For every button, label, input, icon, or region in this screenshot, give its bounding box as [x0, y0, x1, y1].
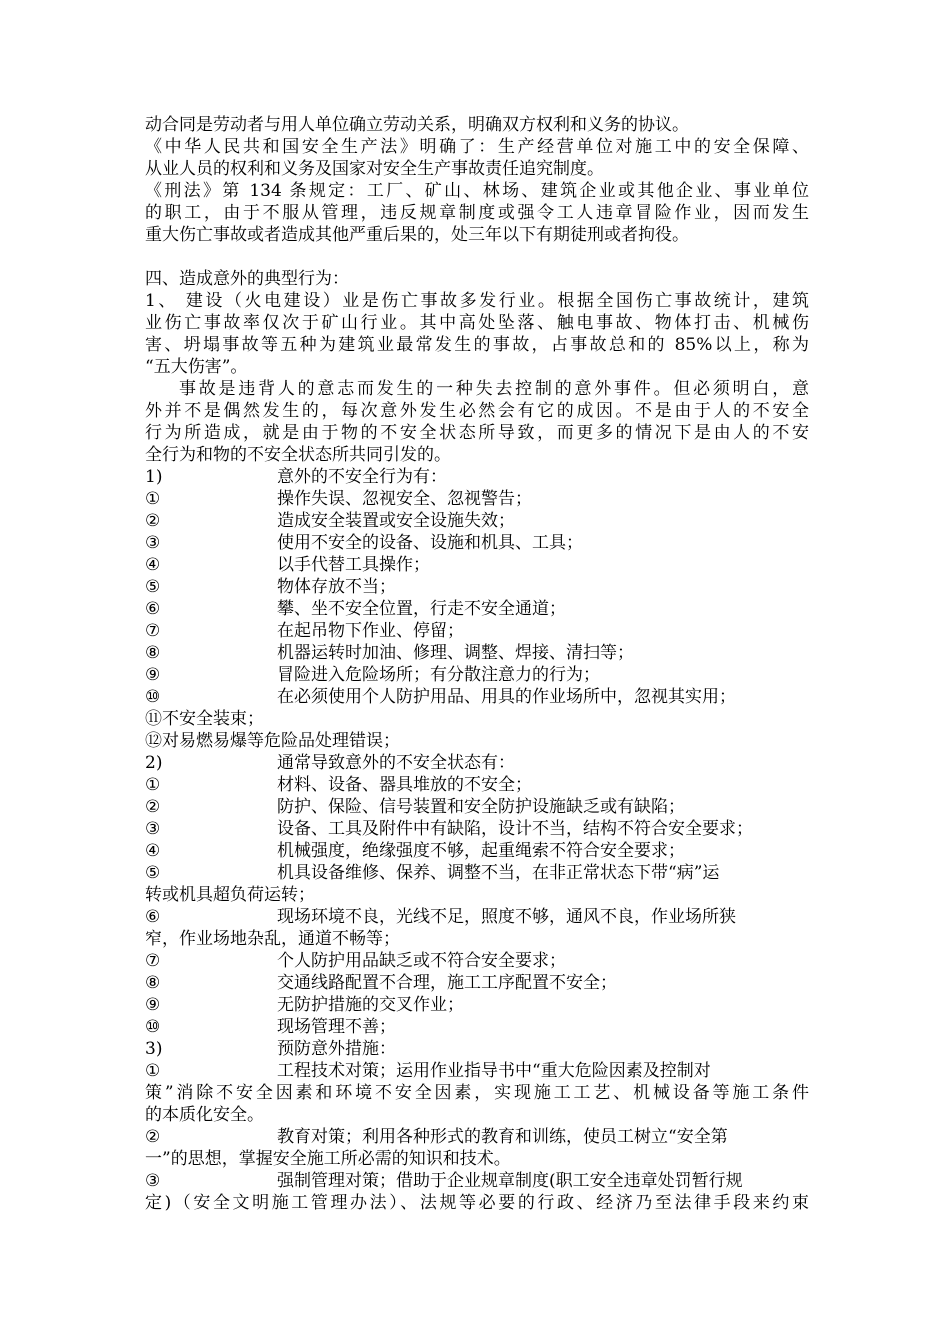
text-line: 害、坍塌事故等五种为建筑业最常发生的事故，占事故总和的 85%以上，称为 — [145, 335, 809, 355]
list-item-text: 在起吊物下作业、停留； — [277, 621, 464, 641]
text-line: 1、 建设（火电建设）业是伤亡事故多发行业。根据全国伤亡事故统计，建筑 — [145, 291, 809, 311]
list-item — [145, 620, 809, 642]
list-heading — [145, 466, 809, 488]
text-line: 业伤亡事故率仅次于矿山行业。其中高处坠落、触电事故、物体打击、机械伤 — [145, 313, 809, 333]
list-item-text: 工程技术对策；运用作业指导书中“重大危险因素及控制对 — [277, 1061, 711, 1081]
text-line: 全行为和物的不安全状态所共同引发的。 — [145, 445, 451, 465]
list-item — [145, 554, 809, 576]
list-item-text: 机械强度，绝缘强度不够，起重绳索不符合安全要求； — [277, 841, 685, 861]
list-item — [145, 972, 809, 994]
list-marker: ⑦ — [145, 951, 161, 971]
list-item — [145, 906, 809, 928]
list-marker: 2) — [145, 753, 163, 773]
list-item — [145, 994, 809, 1016]
list-item — [145, 642, 809, 664]
text-line: 行为所造成，就是由于物的不安全状态所导致，而更多的情况下是由人的不安 — [145, 423, 809, 443]
list-heading-text: 预防意外措施： — [277, 1039, 396, 1059]
section-heading: 四、造成意外的典型行为： — [145, 269, 349, 289]
list-marker: ⑨ — [145, 665, 161, 685]
list-marker: ⑤ — [145, 577, 161, 597]
text-line: 从业人员的权利和义务及国家对安全生产事故责任追究制度。 — [145, 159, 604, 179]
list-item-text: 造成安全装置或安全设施失效； — [277, 511, 515, 531]
list-item-text: 机具设备维修、保养、调整不当，在非正常状态下带“病”运 — [277, 863, 720, 883]
list-item-text: 强制管理对策；借助于企业规章制度(职工安全违章处罚暂行规 — [277, 1171, 743, 1191]
list-item — [145, 510, 809, 532]
list-item — [145, 598, 809, 620]
list-marker: ⑥ — [145, 599, 161, 619]
list-item-text: 以手代替工具操作； — [277, 555, 430, 575]
list-item-text: 使用不安全的设备、设施和机具、工具； — [277, 533, 583, 553]
list-marker: ⑩ — [145, 687, 161, 707]
list-marker: ⑤ — [145, 863, 161, 883]
list-heading-text: 意外的不安全行为有： — [277, 467, 447, 487]
list-heading — [145, 752, 809, 774]
list-item-continuation: 的本质化安全。 — [145, 1105, 264, 1125]
list-marker: 3) — [145, 1039, 163, 1059]
list-item: ⑪不安全装束； — [145, 709, 264, 729]
list-item-text: 物体存放不当； — [277, 577, 396, 597]
list-marker: ⑨ — [145, 995, 161, 1015]
text-line: 外并不是偶然发生的，每次意外发生必然会有它的成因。不是由于人的不安全 — [145, 401, 809, 421]
text-line: “五大伤害”。 — [145, 357, 248, 377]
list-heading — [145, 1038, 809, 1060]
list-marker: ⑦ — [145, 621, 161, 641]
list-item-text: 教育对策；利用各种形式的教育和训练，使员工树立“安全第 — [277, 1127, 728, 1147]
list-item-continuation: 策”消除不安全因素和环境不安全因素，实现施工工艺、机械设备等施工条件 — [145, 1083, 809, 1103]
list-item — [145, 1126, 809, 1148]
list-item — [145, 796, 809, 818]
list-item — [145, 1060, 809, 1082]
list-heading-text: 通常导致意外的不安全状态有： — [277, 753, 515, 773]
list-item-text: 在必须使用个人防护用品、用具的作业场所中，忽视其实用； — [277, 687, 736, 707]
list-item-continuation: 一”的思想，掌握安全施工所必需的知识和技术。 — [145, 1149, 511, 1169]
list-marker: ⑧ — [145, 643, 161, 663]
list-item — [145, 664, 809, 686]
list-item — [145, 532, 809, 554]
list-marker: ② — [145, 797, 161, 817]
list-marker: ① — [145, 489, 161, 509]
list-item — [145, 1016, 809, 1038]
list-item-continuation: 窄，作业场地杂乱，通道不畅等； — [145, 929, 400, 949]
list-item-text: 防护、保险、信号装置和安全防护设施缺乏或有缺陷； — [277, 797, 685, 817]
document-page — [145, 114, 809, 1214]
list-item-text: 冒险进入危险场所；有分散注意力的行为； — [277, 665, 600, 685]
text-line: 《中华人民共和国安全生产法》明确了：生产经营单位对施工中的安全保障、 — [145, 137, 809, 157]
list-marker: ② — [145, 1127, 161, 1147]
list-item-text: 材料、设备、器具堆放的不安全； — [277, 775, 532, 795]
list-item-text: 机器运转时加油、修理、调整、焊接、清扫等； — [277, 643, 634, 663]
list-item-text: 现场环境不良，光线不足，照度不够，通风不良，作业场所狭 — [277, 907, 736, 927]
list-item-text: 攀、坐不安全位置，行走不安全通道； — [277, 599, 566, 619]
list-item-text: 设备、工具及附件中有缺陷，设计不当，结构不符合安全要求； — [277, 819, 753, 839]
list-marker: ⑧ — [145, 973, 161, 993]
list-item — [145, 774, 809, 796]
list-item: ⑫对易燃易爆等危险品处理错误； — [145, 731, 400, 751]
list-item — [145, 1170, 809, 1192]
list-item-text: 现场管理不善； — [277, 1017, 396, 1037]
list-item — [145, 818, 809, 840]
list-marker: ③ — [145, 1171, 161, 1191]
list-item — [145, 840, 809, 862]
unsafe-acts-list — [145, 488, 809, 752]
text-line: 重大伤亡事故或者造成其他严重后果的，处三年以下有期徒刑或者拘役。 — [145, 225, 689, 245]
list-marker: ④ — [145, 841, 161, 861]
prevention-list — [145, 1060, 809, 1214]
list-marker: 1) — [145, 467, 163, 487]
list-marker: ① — [145, 1061, 161, 1081]
list-item-continuation: 定)（安全文明施工管理办法）、法规等必要的行政、经济乃至法律手段来约束 — [145, 1193, 809, 1213]
list-item-continuation: 转或机具超负荷运转； — [145, 885, 315, 905]
blank-line — [145, 246, 809, 268]
list-marker: ② — [145, 511, 161, 531]
list-item-text: 个人防护用品缺乏或不符合安全要求； — [277, 951, 566, 971]
list-marker: ⑩ — [145, 1017, 161, 1037]
list-marker: ① — [145, 775, 161, 795]
text-line: 《刑法》第 134 条规定：工厂、矿山、林场、建筑企业或其他企业、事业单位 — [145, 181, 809, 201]
list-item — [145, 488, 809, 510]
list-item-text: 无防护措施的交叉作业； — [277, 995, 464, 1015]
list-item — [145, 686, 809, 708]
text-line: 动合同是劳动者与用人单位确立劳动关系，明确双方权利和义务的协议。 — [145, 115, 689, 135]
list-item — [145, 950, 809, 972]
unsafe-states-list — [145, 774, 809, 1038]
list-marker: ③ — [145, 819, 161, 839]
list-marker: ③ — [145, 533, 161, 553]
text-line: 事故是违背人的意志而发生的一种失去控制的意外事件。但必须明白，意 — [179, 379, 809, 399]
list-item — [145, 862, 809, 884]
list-item-text: 操作失误、忽视安全、忽视警告； — [277, 489, 532, 509]
list-marker: ④ — [145, 555, 161, 575]
list-marker: ⑥ — [145, 907, 161, 927]
list-item-text: 交通线路配置不合理，施工工序配置不安全； — [277, 973, 617, 993]
text-line: 的职工，由于不服从管理，违反规章制度或强令工人违章冒险作业，因而发生 — [145, 203, 809, 223]
list-item — [145, 576, 809, 598]
